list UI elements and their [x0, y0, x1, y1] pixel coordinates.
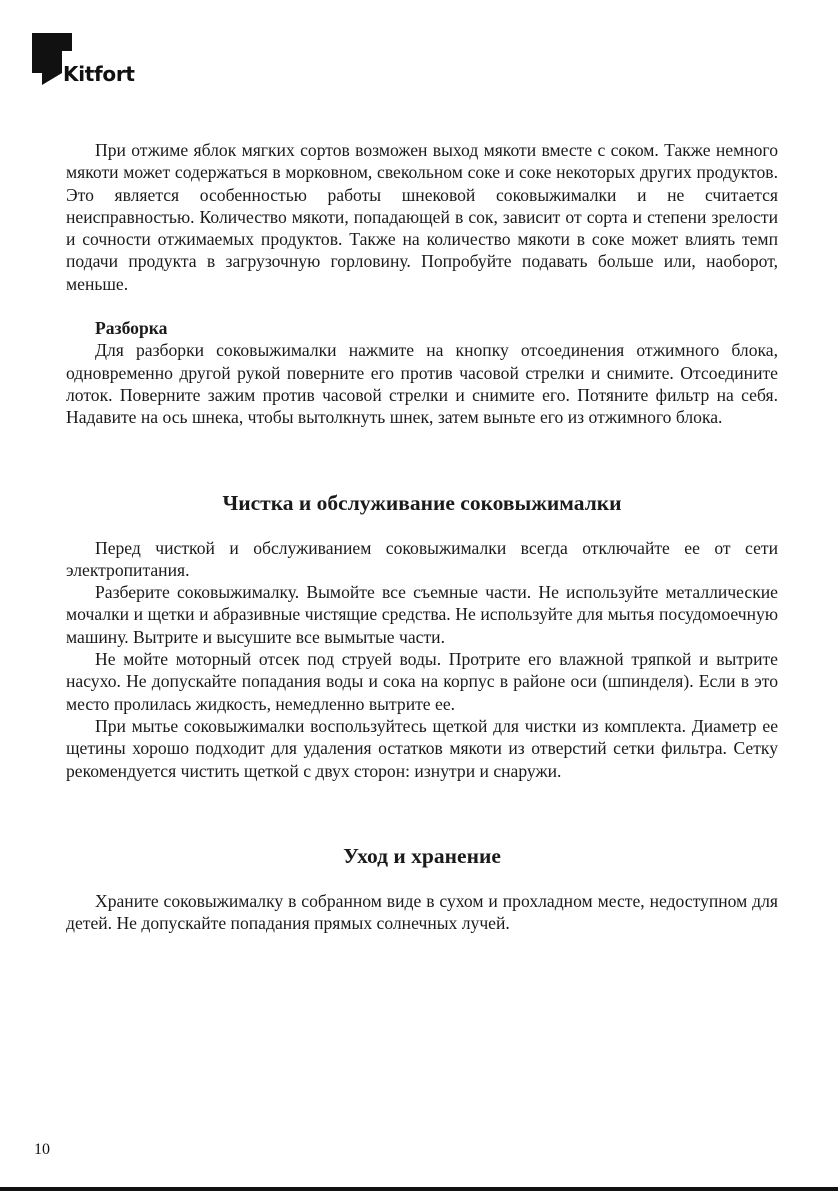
brand-name: Kitfort — [63, 62, 135, 86]
disassembly-paragraph: Для разборки соковыжималки нажмите на кнопку отсоединения отжимного блока, одновременно другой рукой поверните его против часовой стрелки и снимите. Отсоедините лоток. Поверните зажим против часовой стрелки и снимите его. Потяните фильтр на себя. Надавите на ось шнека, чтобы вытолкнуть шнек, затем выньте его из отжимного блока. — [66, 340, 778, 428]
cleaning-paragraph-3: Не мойте моторный отсек под струей воды. Протрите его влажной тряпкой и вытрите насухо. Не допускайте попадания воды и сока на корпус в районе оси (шпинделя). Если в это место пролилась жидкость, немедленно вытрите ее. — [66, 649, 778, 714]
intro-paragraph: При отжиме яблок мягких сортов возможен выход мякоти вместе с соком. Также немного мякоти может содержаться в морковном, свекольном соке и соке некоторых других продуктов. Это является особенностью работы шнековой соковыжималки и не считается неисправностью. Количество мякоти, попадающей в сок, зависит от сорта и степени зрелости и сочности отжимаемых продуктов. Также на количество мякоти в соке может влиять темп подачи продукта в загрузочную горловину. Попробуйте подавать больше или, наоборот, меньше. — [66, 140, 778, 294]
cleaning-section-title: Чистка и обслуживание соковыжималки — [222, 490, 622, 515]
storage-section-title: Уход и хранение — [343, 843, 501, 868]
bottom-rule — [0, 1187, 838, 1191]
cleaning-paragraph-2: Разберите соковыжималку. Вымойте все съемные части. Не используйте металлические мочалки и щетки и абразивные чистящие средства. Не используйте для мытья посудомоечную машину. Вытрите и высушите все вымытые части. — [66, 582, 778, 647]
cleaning-paragraph-4: При мытье соковыжималки воспользуйтесь щеткой для чистки из комплекта. Диаметр ее щетины хорошо подходит для удаления остатков мякоти из отверстий сетки фильтра. Сетку рекомендуется чистить щеткой с двух сторон: изнутри и снаружи. — [66, 715, 778, 781]
disassembly-heading: Разборка — [95, 318, 168, 339]
storage-paragraph: Храните соковыжималку в собранном виде в сухом и прохладном месте, недоступном для детей. Не допускайте попадания прямых солнечных лучей. — [66, 890, 778, 934]
spacer — [66, 782, 778, 842]
spacer — [66, 295, 778, 317]
brand-logo — [32, 33, 192, 93]
spacer — [66, 429, 778, 489]
cleaning-paragraph-1: Перед чисткой и обслуживанием соковыжималки всегда отключайте ее от сети электропитания. — [66, 537, 778, 580]
page-content — [66, 139, 778, 934]
page-number: 10 — [34, 1141, 50, 1158]
spacer — [66, 870, 778, 890]
spacer — [66, 517, 778, 537]
